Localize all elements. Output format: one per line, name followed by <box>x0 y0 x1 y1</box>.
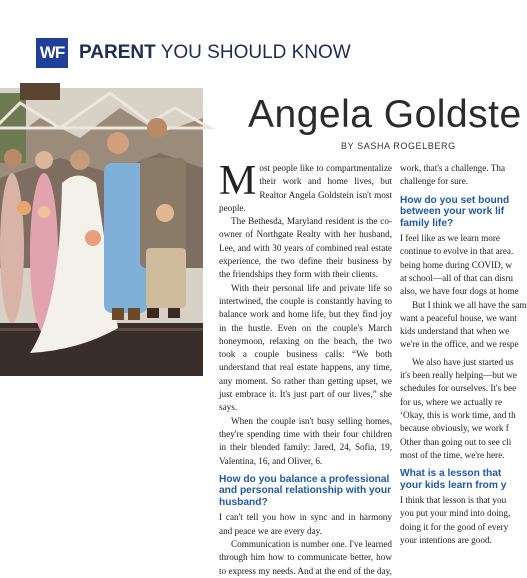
line: But I think we all have the sam <box>412 299 527 310</box>
section-title-bold: PARENT <box>79 42 156 63</box>
line: schedules for ourselves. It's bee <box>400 383 517 394</box>
line: ‘Okay, this is work time, and th <box>400 409 516 420</box>
paragraph: When the couple isn't busy selling homes, they're spending time with their four children in their blended family: Jared, 24, Sofia, 19, Valentina, 16, and Oliver, 6. <box>219 415 392 466</box>
line: kids understand that when we <box>400 326 510 337</box>
line: doing it for the good of every <box>400 521 509 532</box>
line: work, that's a challenge. Tha <box>400 163 506 173</box>
question-heading <box>400 195 518 230</box>
question-heading: How do you balance a professional and personal relationship with your husband? <box>219 473 392 508</box>
line: your intentions are good. <box>400 535 492 546</box>
paragraph-intro-text: ost people like to compartmentalize their work and home lives, but Realtor Angela Goldstein isn't most people. <box>219 163 392 213</box>
question-line: your kids learn from y <box>400 479 507 491</box>
question-heading <box>400 468 518 491</box>
line: Other than going out to see cli <box>400 436 512 447</box>
article-column-2 <box>400 162 527 547</box>
line: continue to evolve in that area. <box>400 246 514 257</box>
family-photo <box>0 88 203 376</box>
drop-cap: M <box>219 158 257 204</box>
family-photo-illustration <box>0 88 203 376</box>
wf-logo: WF <box>36 38 68 68</box>
line: I feel like as we learn more <box>400 233 500 244</box>
line: because obviously, we work f <box>400 423 509 434</box>
line: I think that lesson is that you <box>400 495 507 506</box>
line: challenge for sure. <box>400 176 469 187</box>
paragraph: The Bethesda, Maryland resident is the co-owner of Northgate Realty with her husband, Lee, and with 30 years of combined real estate experience, the two define their business by the friendships they form with their clients. <box>219 216 392 280</box>
line: being home during COVID, w <box>400 259 513 270</box>
question-line: family life? <box>400 217 454 229</box>
line: we're in the office, and we respe <box>400 339 519 350</box>
line: most of the time, we're here. <box>400 449 505 460</box>
paragraph: With their personal life and private life so intertwined, the couple is constantly having to balance work and home life, but they find joy in the hustle. Even on the couple's March honeymoon, relaxing on the beach, the two took a couple business calls: “We both understand that real estate happens, any time, any moment. So rather than getting upset, we just embrace it. It's just part of our lives,” she says. <box>219 282 392 413</box>
byline: BY SASHA ROGELBERG <box>341 141 456 151</box>
line: We also have just started us <box>412 356 514 367</box>
section-title <box>79 42 351 64</box>
line: want a peaceful house, we want <box>400 312 517 323</box>
question-line: between your work lif <box>400 206 505 218</box>
line: it's been really helping—but we <box>400 370 517 381</box>
line: at school—all of that can disru <box>400 272 514 283</box>
article-column-1 <box>219 158 392 578</box>
question-line: What is a lesson that <box>400 468 502 480</box>
headline: Angela Goldste <box>248 93 522 136</box>
line: for us, where we actually re <box>400 396 503 407</box>
question-line: How do you set bound <box>400 194 510 206</box>
line: you put your mind into doing, <box>400 508 511 519</box>
paragraph: Communication is number one. I've learned through him how to communicate better, how to express my needs. And at the end of the day, <box>219 538 392 576</box>
paragraph-intro <box>219 158 392 215</box>
section-title-rest: YOU SHOULD KNOW <box>160 42 351 63</box>
paragraph: I can't tell you how in sync and in harmony and peace we are every day. <box>219 512 392 536</box>
line: also, we have four dogs at home <box>400 286 519 297</box>
